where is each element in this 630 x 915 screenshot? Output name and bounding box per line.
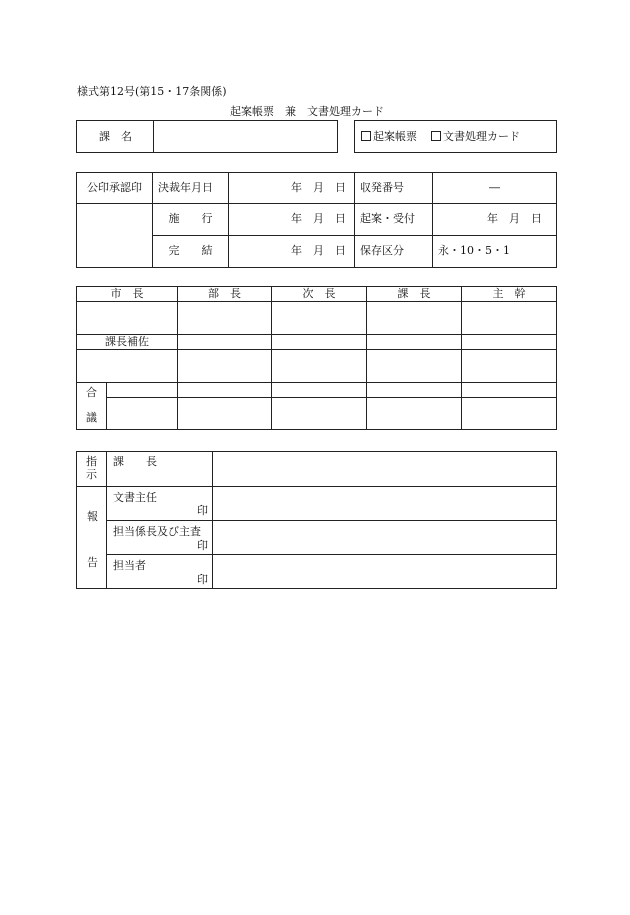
person-in-charge-label: 担当者 xyxy=(113,559,146,572)
retention-value[interactable]: 永・10・5・1 xyxy=(433,236,557,268)
completion-date-value[interactable] xyxy=(229,236,355,268)
receipt-number-label: 収発番号 xyxy=(355,173,433,204)
doc-chief-label: 文書主任 xyxy=(113,491,157,504)
checkbox-draft-form[interactable] xyxy=(361,131,371,141)
manager-label: 課 長 xyxy=(107,452,213,487)
instruction-label xyxy=(77,452,107,487)
person-in-charge-seal: 印 xyxy=(197,573,208,586)
sign-deputy-director[interactable] xyxy=(272,302,367,335)
consult-7[interactable] xyxy=(367,398,462,430)
consult-3[interactable] xyxy=(367,383,462,398)
header-deputy-director: 次 長 xyxy=(272,287,367,302)
checkbox-processing-card-label: 文書処理カード xyxy=(443,130,520,143)
approval-table xyxy=(76,172,557,268)
subsection-chief-cell xyxy=(107,521,213,555)
doc-chief-cell xyxy=(107,487,213,521)
consultation-label xyxy=(77,383,107,430)
checkbox-draft-form-label: 起案帳票 xyxy=(373,130,417,143)
manager-instruction-field[interactable] xyxy=(213,452,557,487)
consult-4[interactable] xyxy=(462,383,557,398)
draft-receipt-value[interactable] xyxy=(433,204,557,236)
consult-1[interactable] xyxy=(178,383,272,398)
retention-label: 保存区分 xyxy=(355,236,433,268)
consult-5[interactable] xyxy=(178,398,272,430)
decision-date-text: 年 月 日 xyxy=(291,180,346,194)
report-char-1: 報 xyxy=(87,510,98,523)
sign-extra-1[interactable] xyxy=(178,335,272,350)
decision-date-value[interactable] xyxy=(229,173,355,204)
sign-section-chief[interactable] xyxy=(367,302,462,335)
enforcement-date-text: 年 月 日 xyxy=(291,212,346,226)
header-director: 部 長 xyxy=(178,287,272,302)
sign-extra-3[interactable] xyxy=(367,335,462,350)
person-in-charge-field[interactable] xyxy=(213,555,557,589)
enforcement-date-value[interactable] xyxy=(229,204,355,236)
consult-6[interactable] xyxy=(272,398,367,430)
sign-assistant-chief[interactable] xyxy=(77,350,178,383)
completion-date-text: 年 月 日 xyxy=(291,244,346,258)
subsection-chief-seal: 印 xyxy=(197,539,208,552)
person-in-charge-cell xyxy=(107,555,213,589)
consultation-char-1: 合 xyxy=(86,386,97,400)
section-name-label: 課 名 xyxy=(99,130,132,143)
consult-2[interactable] xyxy=(272,383,367,398)
sign-extra-2[interactable] xyxy=(272,335,367,350)
form-number: 様式第12号(第15・17条関係) xyxy=(77,85,227,98)
seal-approval-label: 公印承認印 xyxy=(77,173,153,204)
sign-mayor[interactable] xyxy=(77,302,178,335)
form-type-box xyxy=(354,120,557,153)
seal-stamp-area[interactable] xyxy=(77,204,153,268)
assistant-chief-label: 課長補佐 xyxy=(77,335,178,350)
instruction-char-1: 指 xyxy=(86,455,97,469)
signoff-table xyxy=(76,286,557,430)
draft-receipt-label: 起案・受付 xyxy=(355,204,433,236)
enforcement-label: 施 行 xyxy=(153,204,229,236)
header-supervisor: 主 幹 xyxy=(462,287,557,302)
header-mayor: 市 長 xyxy=(77,287,178,302)
form-title: 起案帳票 兼 文書処理カード xyxy=(230,105,384,118)
sign-extra-8[interactable] xyxy=(462,350,557,383)
subsection-chief-field[interactable] xyxy=(213,521,557,555)
consultation-char-2: 議 xyxy=(86,411,97,425)
doc-chief-seal: 印 xyxy=(197,504,208,517)
sign-extra-7[interactable] xyxy=(367,350,462,383)
report-table xyxy=(76,451,557,589)
report-char-2: 告 xyxy=(87,556,98,569)
instruction-char-2: 示 xyxy=(86,468,97,481)
decision-date-label: 決裁年月日 xyxy=(153,173,229,204)
sign-director[interactable] xyxy=(178,302,272,335)
sign-extra-5[interactable] xyxy=(178,350,272,383)
sign-supervisor[interactable] xyxy=(462,302,557,335)
header-section-chief: 課 長 xyxy=(367,287,462,302)
doc-chief-field[interactable] xyxy=(213,487,557,521)
report-label xyxy=(77,487,107,589)
consult-dept-1[interactable] xyxy=(107,383,178,398)
completion-label: 完 結 xyxy=(153,236,229,268)
draft-receipt-date-text: 年 月 日 xyxy=(487,212,542,226)
sign-extra-6[interactable] xyxy=(272,350,367,383)
consult-8[interactable] xyxy=(462,398,557,430)
subsection-chief-label: 担当係長及び主査 xyxy=(113,525,201,538)
section-name-box xyxy=(76,120,338,153)
sign-extra-4[interactable] xyxy=(462,335,557,350)
consult-dept-2[interactable] xyxy=(107,398,178,430)
checkbox-processing-card[interactable] xyxy=(431,131,441,141)
receipt-number-value[interactable]: ― xyxy=(433,173,557,204)
